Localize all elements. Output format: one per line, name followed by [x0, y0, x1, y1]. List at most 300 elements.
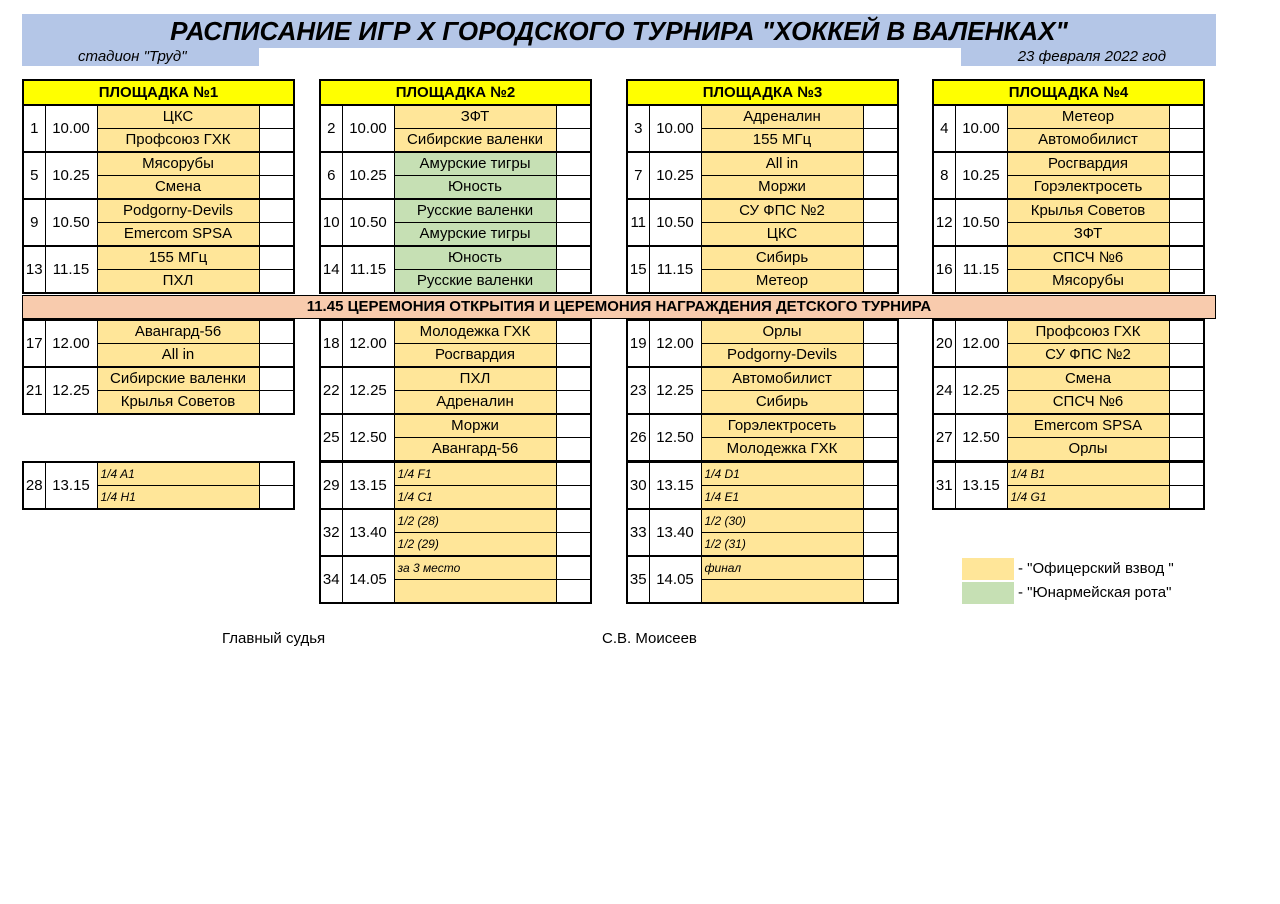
- table-row: [627, 246, 898, 270]
- game-time: 11.15: [45, 246, 97, 293]
- game-row-group: [23, 367, 294, 414]
- score-cell[interactable]: [556, 320, 591, 344]
- rink-3-block-b: [626, 319, 899, 462]
- score-cell[interactable]: [556, 129, 591, 153]
- game-number: 6: [320, 152, 342, 199]
- team-name: Крылья Советов: [97, 391, 259, 415]
- game-number: 12: [933, 199, 955, 246]
- score-cell[interactable]: [1169, 199, 1204, 223]
- score-cell[interactable]: [1169, 486, 1204, 510]
- score-cell[interactable]: [1169, 176, 1204, 200]
- table-row: [933, 367, 1204, 391]
- score-cell[interactable]: [259, 270, 294, 294]
- stadium-label: стадион "Труд": [78, 48, 187, 65]
- team-name: Орлы: [701, 320, 863, 344]
- score-cell[interactable]: [863, 152, 898, 176]
- schedule-table: [319, 79, 592, 294]
- game-number: 2: [320, 105, 342, 152]
- game-number: 23: [627, 367, 649, 414]
- team-name: ПХЛ: [394, 367, 556, 391]
- table-row: [320, 320, 591, 344]
- game-row-group: [627, 105, 898, 152]
- game-time: 13.40: [649, 509, 701, 556]
- team-name: Автомобилист: [1007, 129, 1169, 153]
- game-number: 34: [320, 556, 342, 603]
- score-cell[interactable]: [1169, 438, 1204, 462]
- game-number: 15: [627, 246, 649, 293]
- legend-swatch-youth: [962, 582, 1014, 604]
- game-time: 12.00: [45, 320, 97, 367]
- team-name: Профсоюз ГХК: [97, 129, 259, 153]
- game-time: 12.50: [955, 414, 1007, 461]
- schedule-table: [932, 79, 1205, 294]
- team-name: Росгвардия: [1007, 152, 1169, 176]
- team-name: [701, 580, 863, 604]
- score-cell[interactable]: [1169, 391, 1204, 415]
- game-number: 30: [627, 462, 649, 509]
- table-row: [627, 105, 898, 129]
- score-cell[interactable]: [556, 344, 591, 368]
- score-cell[interactable]: [1169, 367, 1204, 391]
- team-name: Метеор: [1007, 105, 1169, 129]
- schedule-table: [22, 461, 295, 510]
- table-row: [320, 105, 591, 129]
- game-number: 29: [320, 462, 342, 509]
- score-cell[interactable]: [1169, 270, 1204, 294]
- team-name: [394, 580, 556, 604]
- game-time: 12.25: [342, 367, 394, 414]
- score-cell[interactable]: [556, 105, 591, 129]
- game-row-group: [320, 414, 591, 461]
- score-cell[interactable]: [1169, 344, 1204, 368]
- table-row: [933, 462, 1204, 486]
- score-cell[interactable]: [556, 199, 591, 223]
- schedule-table: [932, 461, 1205, 510]
- game-time: 11.15: [649, 246, 701, 293]
- rink-2-block-c: [319, 461, 592, 604]
- score-cell[interactable]: [259, 246, 294, 270]
- game-number: 20: [933, 320, 955, 367]
- team-name: 1/4 B1: [1007, 462, 1169, 486]
- score-cell[interactable]: [863, 246, 898, 270]
- score-cell[interactable]: [1169, 320, 1204, 344]
- score-cell[interactable]: [259, 105, 294, 129]
- schedule-table: [626, 319, 899, 462]
- score-cell[interactable]: [556, 486, 591, 510]
- game-row-group: [320, 320, 591, 367]
- schedule-table: [319, 319, 592, 462]
- game-row-group: [320, 105, 591, 152]
- game-number: 11: [627, 199, 649, 246]
- game-row-group: [320, 199, 591, 246]
- game-time: 11.15: [955, 246, 1007, 293]
- game-number: 18: [320, 320, 342, 367]
- team-name: Молодежка ГХК: [701, 438, 863, 462]
- rink-3-block-c: [626, 461, 899, 604]
- table-row: [320, 462, 591, 486]
- score-cell[interactable]: [863, 320, 898, 344]
- table-row: [23, 367, 294, 391]
- game-row-group: [320, 246, 591, 293]
- team-name: Смена: [1007, 367, 1169, 391]
- game-number: 26: [627, 414, 649, 461]
- game-time: 14.05: [649, 556, 701, 603]
- table-row: [320, 509, 591, 533]
- score-cell[interactable]: [1169, 223, 1204, 247]
- score-cell[interactable]: [863, 129, 898, 153]
- game-row-group: [933, 367, 1204, 414]
- score-cell[interactable]: [259, 223, 294, 247]
- game-time: 10.25: [45, 152, 97, 199]
- team-name: Авангард-56: [394, 438, 556, 462]
- rink-3-block-a: [626, 79, 899, 294]
- score-cell[interactable]: [556, 462, 591, 486]
- score-cell[interactable]: [259, 344, 294, 368]
- game-number: 4: [933, 105, 955, 152]
- table-row: [23, 152, 294, 176]
- game-row-group: [320, 556, 591, 603]
- score-cell[interactable]: [863, 509, 898, 533]
- team-name: Горэлектросеть: [701, 414, 863, 438]
- game-row-group: [320, 509, 591, 556]
- team-name: ЦКС: [701, 223, 863, 247]
- game-time: 10.50: [955, 199, 1007, 246]
- team-name: Юность: [394, 176, 556, 200]
- table-row: [933, 320, 1204, 344]
- game-time: 14.05: [342, 556, 394, 603]
- team-name: 1/2 (28): [394, 509, 556, 533]
- team-name: Орлы: [1007, 438, 1169, 462]
- score-cell[interactable]: [556, 367, 591, 391]
- score-cell[interactable]: [556, 246, 591, 270]
- game-time: 10.50: [45, 199, 97, 246]
- score-cell[interactable]: [259, 152, 294, 176]
- score-cell[interactable]: [863, 270, 898, 294]
- table-row: [627, 152, 898, 176]
- team-name: 1/4 E1: [701, 486, 863, 510]
- score-cell[interactable]: [863, 556, 898, 580]
- game-time: 11.15: [342, 246, 394, 293]
- team-name: Крылья Советов: [1007, 199, 1169, 223]
- rink-1-block-a: [22, 79, 295, 294]
- score-cell[interactable]: [556, 176, 591, 200]
- team-name: 1/4 A1: [97, 462, 259, 486]
- rink-header: ПЛОЩАДКА №3: [627, 80, 898, 105]
- game-time: 12.00: [649, 320, 701, 367]
- table-row: [320, 152, 591, 176]
- score-cell[interactable]: [863, 533, 898, 557]
- team-name: Адреналин: [394, 391, 556, 415]
- team-name: ПХЛ: [97, 270, 259, 294]
- rink-4-block-a: [932, 79, 1205, 294]
- page-title: РАСПИСАНИЕ ИГР Х ГОРОДСКОГО ТУРНИРА "ХОККЕЙ В ВАЛЕНКАХ": [170, 16, 1068, 46]
- game-row-group: [23, 462, 294, 509]
- game-row-group: [627, 367, 898, 414]
- game-time: 10.25: [342, 152, 394, 199]
- score-cell[interactable]: [259, 367, 294, 391]
- schedule-table: [626, 461, 899, 604]
- game-row-group: [23, 105, 294, 152]
- team-name: СУ ФПС №2: [1007, 344, 1169, 368]
- game-number: 7: [627, 152, 649, 199]
- game-number: 17: [23, 320, 45, 367]
- score-cell[interactable]: [863, 176, 898, 200]
- legend-label-officer: - "Офицерский взвод ": [1018, 560, 1174, 577]
- game-number: 3: [627, 105, 649, 152]
- team-name: Автомобилист: [701, 367, 863, 391]
- team-name: СУ ФПС №2: [701, 199, 863, 223]
- team-name: 1/4 H1: [97, 486, 259, 510]
- team-name: Русские валенки: [394, 199, 556, 223]
- game-row-group: [627, 509, 898, 556]
- table-row: [320, 199, 591, 223]
- team-name: Молодежка ГХК: [394, 320, 556, 344]
- ceremony-banner: 11.45 ЦЕРЕМОНИЯ ОТКРЫТИЯ И ЦЕРЕМОНИЯ НАГРАЖДЕНИЯ ДЕТСКОГО ТУРНИРА: [22, 295, 1216, 319]
- game-row-group: [23, 199, 294, 246]
- game-number: 19: [627, 320, 649, 367]
- team-name: Сибирские валенки: [394, 129, 556, 153]
- game-number: 10: [320, 199, 342, 246]
- game-row-group: [933, 320, 1204, 367]
- table-row: [320, 246, 591, 270]
- schedule-table: [932, 319, 1205, 462]
- team-name: 1/4 C1: [394, 486, 556, 510]
- score-cell[interactable]: [556, 580, 591, 604]
- table-row: [627, 509, 898, 533]
- team-name: Смена: [97, 176, 259, 200]
- table-row: [933, 152, 1204, 176]
- judge-name: С.В. Моисеев: [602, 630, 697, 647]
- score-cell[interactable]: [1169, 462, 1204, 486]
- game-row-group: [320, 462, 591, 509]
- score-cell[interactable]: [259, 391, 294, 415]
- game-number: 27: [933, 414, 955, 461]
- game-number: 22: [320, 367, 342, 414]
- table-row: [627, 414, 898, 438]
- rink-header: ПЛОЩАДКА №2: [320, 80, 591, 105]
- team-name: финал: [701, 556, 863, 580]
- game-row-group: [23, 246, 294, 293]
- game-row-group: [627, 246, 898, 293]
- game-time: 12.00: [955, 320, 1007, 367]
- team-name: Адреналин: [701, 105, 863, 129]
- rink-header: ПЛОЩАДКА №1: [23, 80, 294, 105]
- team-name: 155 МГц: [97, 246, 259, 270]
- score-cell[interactable]: [863, 199, 898, 223]
- team-name: СПСЧ №6: [1007, 391, 1169, 415]
- score-cell[interactable]: [259, 199, 294, 223]
- table-row: [933, 199, 1204, 223]
- score-cell[interactable]: [259, 320, 294, 344]
- team-name: Мясорубы: [1007, 270, 1169, 294]
- score-cell[interactable]: [556, 533, 591, 557]
- team-name: СПСЧ №6: [1007, 246, 1169, 270]
- game-time: 12.25: [649, 367, 701, 414]
- game-time: 13.40: [342, 509, 394, 556]
- table-row: [320, 414, 591, 438]
- game-row-group: [933, 246, 1204, 293]
- rink-1-block-c: [22, 461, 295, 510]
- team-name: Сибирь: [701, 246, 863, 270]
- score-cell[interactable]: [863, 414, 898, 438]
- game-time: 10.00: [649, 105, 701, 152]
- table-row: [627, 320, 898, 344]
- score-cell[interactable]: [556, 438, 591, 462]
- team-name: 1/4 F1: [394, 462, 556, 486]
- rink-4-block-b: [932, 319, 1205, 462]
- game-time: 12.00: [342, 320, 394, 367]
- team-name: Профсоюз ГХК: [1007, 320, 1169, 344]
- score-cell[interactable]: [863, 438, 898, 462]
- score-cell[interactable]: [259, 176, 294, 200]
- table-row: [23, 320, 294, 344]
- game-row-group: [627, 320, 898, 367]
- score-cell[interactable]: [863, 344, 898, 368]
- schedule-table: [22, 79, 295, 294]
- table-row: [933, 246, 1204, 270]
- team-name: Росгвардия: [394, 344, 556, 368]
- score-cell[interactable]: [863, 391, 898, 415]
- game-row-group: [23, 320, 294, 367]
- score-cell[interactable]: [863, 367, 898, 391]
- score-cell[interactable]: [1169, 105, 1204, 129]
- table-row: [627, 556, 898, 580]
- score-cell[interactable]: [863, 223, 898, 247]
- game-row-group: [933, 462, 1204, 509]
- schedule-table: [319, 461, 592, 604]
- game-row-group: [627, 556, 898, 603]
- team-name: Podgorny-Devils: [97, 199, 259, 223]
- team-name: Моржи: [701, 176, 863, 200]
- team-name: Метеор: [701, 270, 863, 294]
- score-cell[interactable]: [556, 556, 591, 580]
- score-cell[interactable]: [863, 105, 898, 129]
- table-row: [933, 105, 1204, 129]
- game-row-group: [627, 152, 898, 199]
- game-number: 31: [933, 462, 955, 509]
- team-name: Emercom SPSA: [1007, 414, 1169, 438]
- game-time: 10.50: [342, 199, 394, 246]
- score-cell[interactable]: [556, 414, 591, 438]
- team-name: Русские валенки: [394, 270, 556, 294]
- game-time: 10.25: [955, 152, 1007, 199]
- table-row: [23, 105, 294, 129]
- score-cell[interactable]: [863, 486, 898, 510]
- game-time: 12.50: [342, 414, 394, 461]
- team-name: 1/2 (30): [701, 509, 863, 533]
- score-cell[interactable]: [259, 462, 294, 486]
- game-number: 9: [23, 199, 45, 246]
- score-cell[interactable]: [863, 462, 898, 486]
- game-time: 12.25: [955, 367, 1007, 414]
- team-name: 155 МГц: [701, 129, 863, 153]
- game-row-group: [933, 152, 1204, 199]
- score-cell[interactable]: [863, 580, 898, 604]
- game-number: 14: [320, 246, 342, 293]
- team-name: ЦКС: [97, 105, 259, 129]
- game-time: 13.15: [649, 462, 701, 509]
- team-name: 1/2 (29): [394, 533, 556, 557]
- game-number: 24: [933, 367, 955, 414]
- rink-2-block-a: [319, 79, 592, 294]
- score-cell[interactable]: [556, 509, 591, 533]
- schedule-table: [22, 319, 295, 415]
- table-row: [23, 199, 294, 223]
- team-name: 1/4 G1: [1007, 486, 1169, 510]
- score-cell[interactable]: [1169, 129, 1204, 153]
- game-row-group: [320, 367, 591, 414]
- game-row-group: [933, 199, 1204, 246]
- score-cell[interactable]: [1169, 152, 1204, 176]
- score-cell[interactable]: [556, 223, 591, 247]
- game-row-group: [23, 152, 294, 199]
- team-name: ЗФТ: [394, 105, 556, 129]
- game-number: 32: [320, 509, 342, 556]
- game-number: 25: [320, 414, 342, 461]
- game-number: 16: [933, 246, 955, 293]
- game-row-group: [627, 462, 898, 509]
- game-number: 13: [23, 246, 45, 293]
- game-time: 12.50: [649, 414, 701, 461]
- table-row: [933, 414, 1204, 438]
- table-row: [627, 462, 898, 486]
- game-number: 1: [23, 105, 45, 152]
- team-name: Emercom SPSA: [97, 223, 259, 247]
- game-time: 12.25: [45, 367, 97, 414]
- schedule-table: [626, 79, 899, 294]
- table-row: [320, 556, 591, 580]
- score-cell[interactable]: [259, 486, 294, 510]
- game-row-group: [933, 414, 1204, 461]
- score-cell[interactable]: [259, 129, 294, 153]
- table-row: [320, 367, 591, 391]
- team-name: All in: [97, 344, 259, 368]
- team-name: Сибирь: [701, 391, 863, 415]
- table-row: [627, 367, 898, 391]
- score-cell[interactable]: [556, 270, 591, 294]
- game-time: 10.00: [342, 105, 394, 152]
- team-name: 1/4 D1: [701, 462, 863, 486]
- game-row-group: [320, 152, 591, 199]
- team-name: Амурские тигры: [394, 223, 556, 247]
- game-number: 33: [627, 509, 649, 556]
- date-label: 23 февраля 2022 год: [1017, 48, 1166, 65]
- score-cell[interactable]: [1169, 246, 1204, 270]
- team-name: Мясорубы: [97, 152, 259, 176]
- game-row-group: [627, 414, 898, 461]
- game-number: 21: [23, 367, 45, 414]
- team-name: Амурские тигры: [394, 152, 556, 176]
- game-number: 28: [23, 462, 45, 509]
- team-name: за 3 место: [394, 556, 556, 580]
- rink-2-block-b: [319, 319, 592, 462]
- game-number: 35: [627, 556, 649, 603]
- team-name: 1/2 (31): [701, 533, 863, 557]
- team-name: Юность: [394, 246, 556, 270]
- score-cell[interactable]: [556, 152, 591, 176]
- table-row: [23, 246, 294, 270]
- game-time: 10.00: [955, 105, 1007, 152]
- score-cell[interactable]: [556, 391, 591, 415]
- game-time: 10.00: [45, 105, 97, 152]
- table-row: [23, 462, 294, 486]
- game-time: 13.15: [45, 462, 97, 509]
- game-time: 10.25: [649, 152, 701, 199]
- legend-label-youth: - "Юнармейская рота": [1018, 584, 1172, 601]
- game-row-group: [933, 105, 1204, 152]
- game-time: 13.15: [955, 462, 1007, 509]
- score-cell[interactable]: [1169, 414, 1204, 438]
